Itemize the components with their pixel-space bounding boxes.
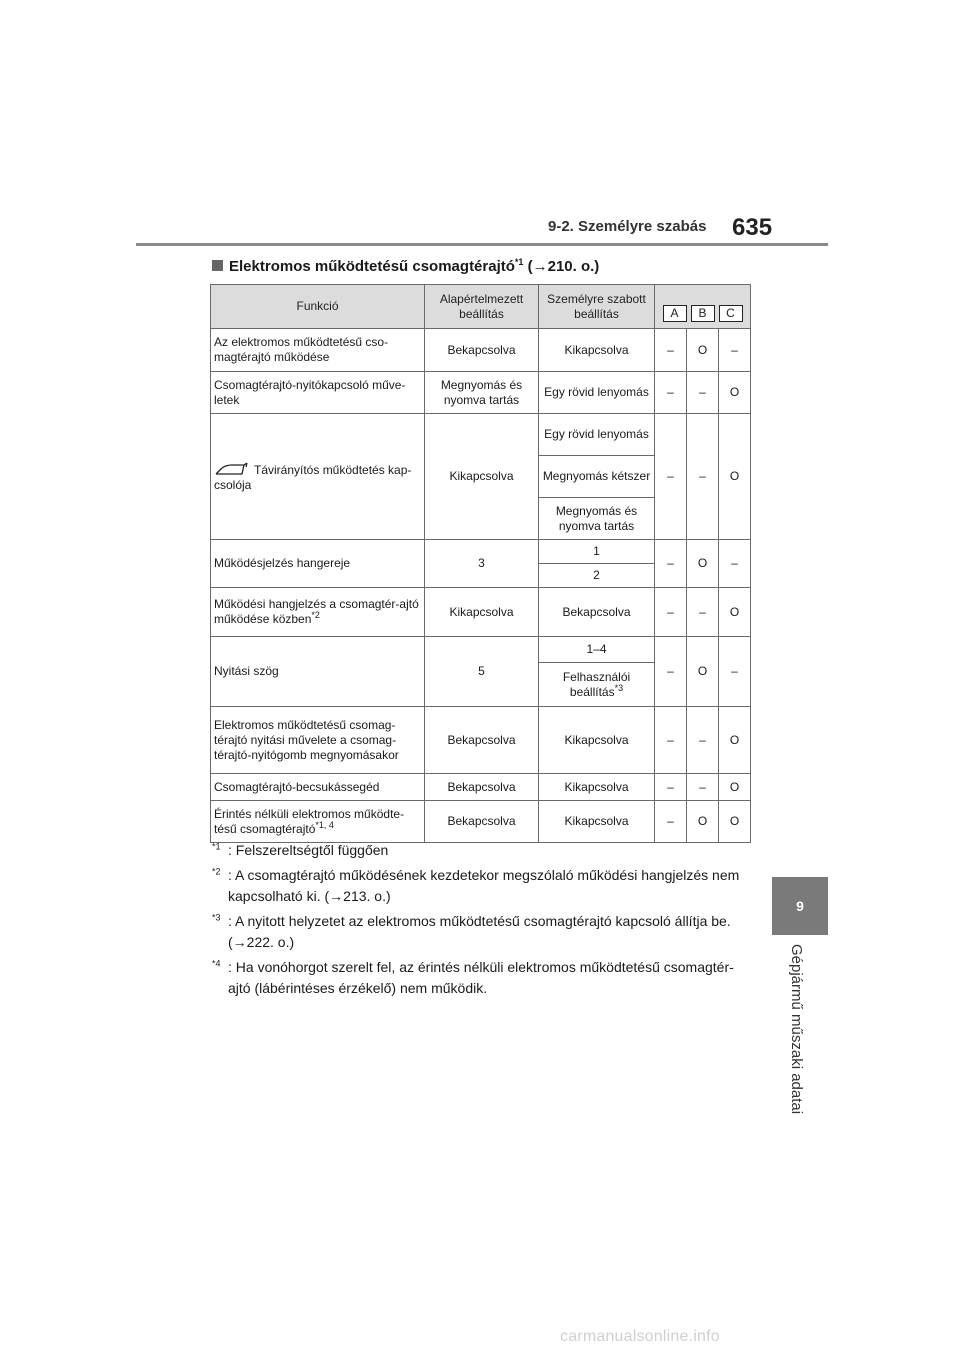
- watermark: carmanualsonline.info: [560, 1328, 720, 1345]
- settings-table: [210, 284, 751, 843]
- row-footnote-ref: *2: [311, 610, 320, 620]
- row-function: Az elektromos működtetésű cso-magtérajtó működése: [211, 329, 425, 372]
- row-function: [211, 801, 425, 843]
- footnote-label: *1: [212, 841, 221, 852]
- footnote-label: *4: [212, 958, 221, 969]
- row-function: [211, 414, 425, 540]
- row-b: –: [687, 414, 719, 540]
- footnotes: [212, 840, 752, 1003]
- footnote: [212, 911, 752, 953]
- row-function: Elektromos működtetésű csomag-térajtó nyitási művelete a csomag-térajtó-nyitógomb megnyomásakor: [211, 707, 425, 774]
- footnote-text: : Felszereltségtől függően: [228, 842, 389, 858]
- footnote: [212, 957, 752, 999]
- table-row: [211, 801, 751, 843]
- badge-b: B: [691, 305, 715, 322]
- row-custom: Bekapcsolva: [539, 588, 655, 637]
- table-row: [211, 588, 751, 637]
- row-a: –: [655, 540, 687, 588]
- row-custom: 1–4: [539, 637, 655, 663]
- row-c: O: [719, 372, 751, 414]
- row-default: Megnyomás és nyomva tartás: [425, 372, 539, 414]
- row-a: –: [655, 707, 687, 774]
- row-function: Csomagtérajtó-becsukássegéd: [211, 774, 425, 801]
- row-function-text: Működési hangjelzés a csomagtér-ajtó működése közben: [214, 597, 419, 626]
- row-b: –: [687, 372, 719, 414]
- row-a: –: [655, 329, 687, 372]
- header-custom: Személyre szabott beállítás: [539, 285, 655, 329]
- row-function-text: Távirányítós működtetés kap-csolója: [214, 462, 412, 492]
- row-a: –: [655, 414, 687, 540]
- section-title: 9-2. Személyre szabás: [548, 218, 707, 235]
- row-custom-text: Felhasználói beállítás: [562, 669, 631, 699]
- row-custom: Kikapcsolva: [539, 774, 655, 801]
- row-b: O: [687, 540, 719, 588]
- table-row: [211, 372, 751, 414]
- footnote-label: *2: [212, 866, 221, 877]
- row-c: O: [719, 801, 751, 843]
- row-function-text: Érintés nélküli elektromos működte-tésű csomagtérajtó: [214, 806, 405, 836]
- footnote-text: : A nyitott helyzetet az elektromos működtetésű csomagtérajtó kapcsoló állítja be. (→222. o.): [228, 913, 731, 950]
- row-custom: Kikapcsolva: [539, 801, 655, 843]
- section-heading: [212, 258, 599, 275]
- row-custom: [539, 663, 655, 707]
- heading-page-ref: (→210. o.): [523, 258, 600, 275]
- row-b: O: [687, 329, 719, 372]
- chapter-number: 9: [796, 898, 804, 914]
- row-custom: Kikapcsolva: [539, 329, 655, 372]
- table-row: [211, 637, 751, 663]
- footnote-text: : A csomagtérajtó működésének kezdetekor megszólaló működési hangjelzés nem kapcsolható ki. (→213. o.): [228, 867, 740, 904]
- row-default: Bekapcsolva: [425, 801, 539, 843]
- chapter-title: Gépjármű műszaki adatai: [788, 944, 805, 1115]
- tailgate-remote-icon: [214, 461, 250, 477]
- row-default: Bekapcsolva: [425, 329, 539, 372]
- row-function: Működésjelzés hangereje: [211, 540, 425, 588]
- header-default: Alapértelmezett beállítás: [425, 285, 539, 329]
- table-row: [211, 540, 751, 564]
- row-custom: 2: [539, 564, 655, 588]
- row-custom: Egy rövid lenyomás: [539, 372, 655, 414]
- row-a: –: [655, 801, 687, 843]
- row-default: Kikapcsolva: [425, 414, 539, 540]
- header-rule: [136, 243, 828, 246]
- footnote: [212, 865, 752, 907]
- chapter-number-tab: [772, 877, 828, 935]
- row-function: Csomagtérajtó-nyitókapcsoló műve-letek: [211, 372, 425, 414]
- row-c: O: [719, 588, 751, 637]
- header-function: Funkció: [211, 285, 425, 329]
- row-custom: 1: [539, 540, 655, 564]
- row-b: O: [687, 637, 719, 707]
- row-custom: Megnyomás és nyomva tartás: [539, 498, 655, 540]
- row-b: O: [687, 801, 719, 843]
- footnote-text: : Ha vonóhorgot szerelt fel, az érintés nélküli elektromos működtetésű csomagtér-ajtó (lábérintéses érzékelő) nem működik.: [228, 959, 734, 996]
- row-default: Bekapcsolva: [425, 707, 539, 774]
- row-a: –: [655, 588, 687, 637]
- page-number: 635: [732, 214, 773, 241]
- table-row: [211, 774, 751, 801]
- row-b: –: [687, 774, 719, 801]
- row-function: Nyitási szög: [211, 637, 425, 707]
- row-c: –: [719, 329, 751, 372]
- row-custom: Kikapcsolva: [539, 707, 655, 774]
- table-row: [211, 329, 751, 372]
- footnote-label: *3: [212, 912, 221, 923]
- row-function: [211, 588, 425, 637]
- row-default: Kikapcsolva: [425, 588, 539, 637]
- table-row: [211, 707, 751, 774]
- row-footnote-ref: *3: [614, 682, 624, 693]
- row-default: Bekapcsolva: [425, 774, 539, 801]
- table-row: [211, 414, 751, 456]
- row-c: O: [719, 414, 751, 540]
- chapter-title-tab: [788, 944, 812, 1124]
- row-c: –: [719, 540, 751, 588]
- row-footnote-ref: *1, 4: [315, 819, 334, 830]
- heading-text: Elektromos működtetésű csomagtérajtó: [229, 258, 515, 275]
- row-custom: Egy rövid lenyomás: [539, 414, 655, 456]
- heading-footnote-ref: *1: [514, 257, 524, 267]
- footnote: [212, 840, 752, 861]
- badge-c: C: [719, 305, 743, 322]
- table-header-row: [211, 285, 751, 329]
- row-b: –: [687, 588, 719, 637]
- row-default: 3: [425, 540, 539, 588]
- header-abc: [655, 285, 751, 329]
- row-c: O: [719, 707, 751, 774]
- row-a: –: [655, 774, 687, 801]
- square-bullet-icon: [212, 260, 223, 271]
- row-c: O: [719, 774, 751, 801]
- row-custom: Megnyomás kétszer: [539, 456, 655, 498]
- row-a: –: [655, 637, 687, 707]
- row-c: –: [719, 637, 751, 707]
- row-b: –: [687, 707, 719, 774]
- row-default: 5: [425, 637, 539, 707]
- badge-a: A: [663, 305, 687, 322]
- row-a: –: [655, 372, 687, 414]
